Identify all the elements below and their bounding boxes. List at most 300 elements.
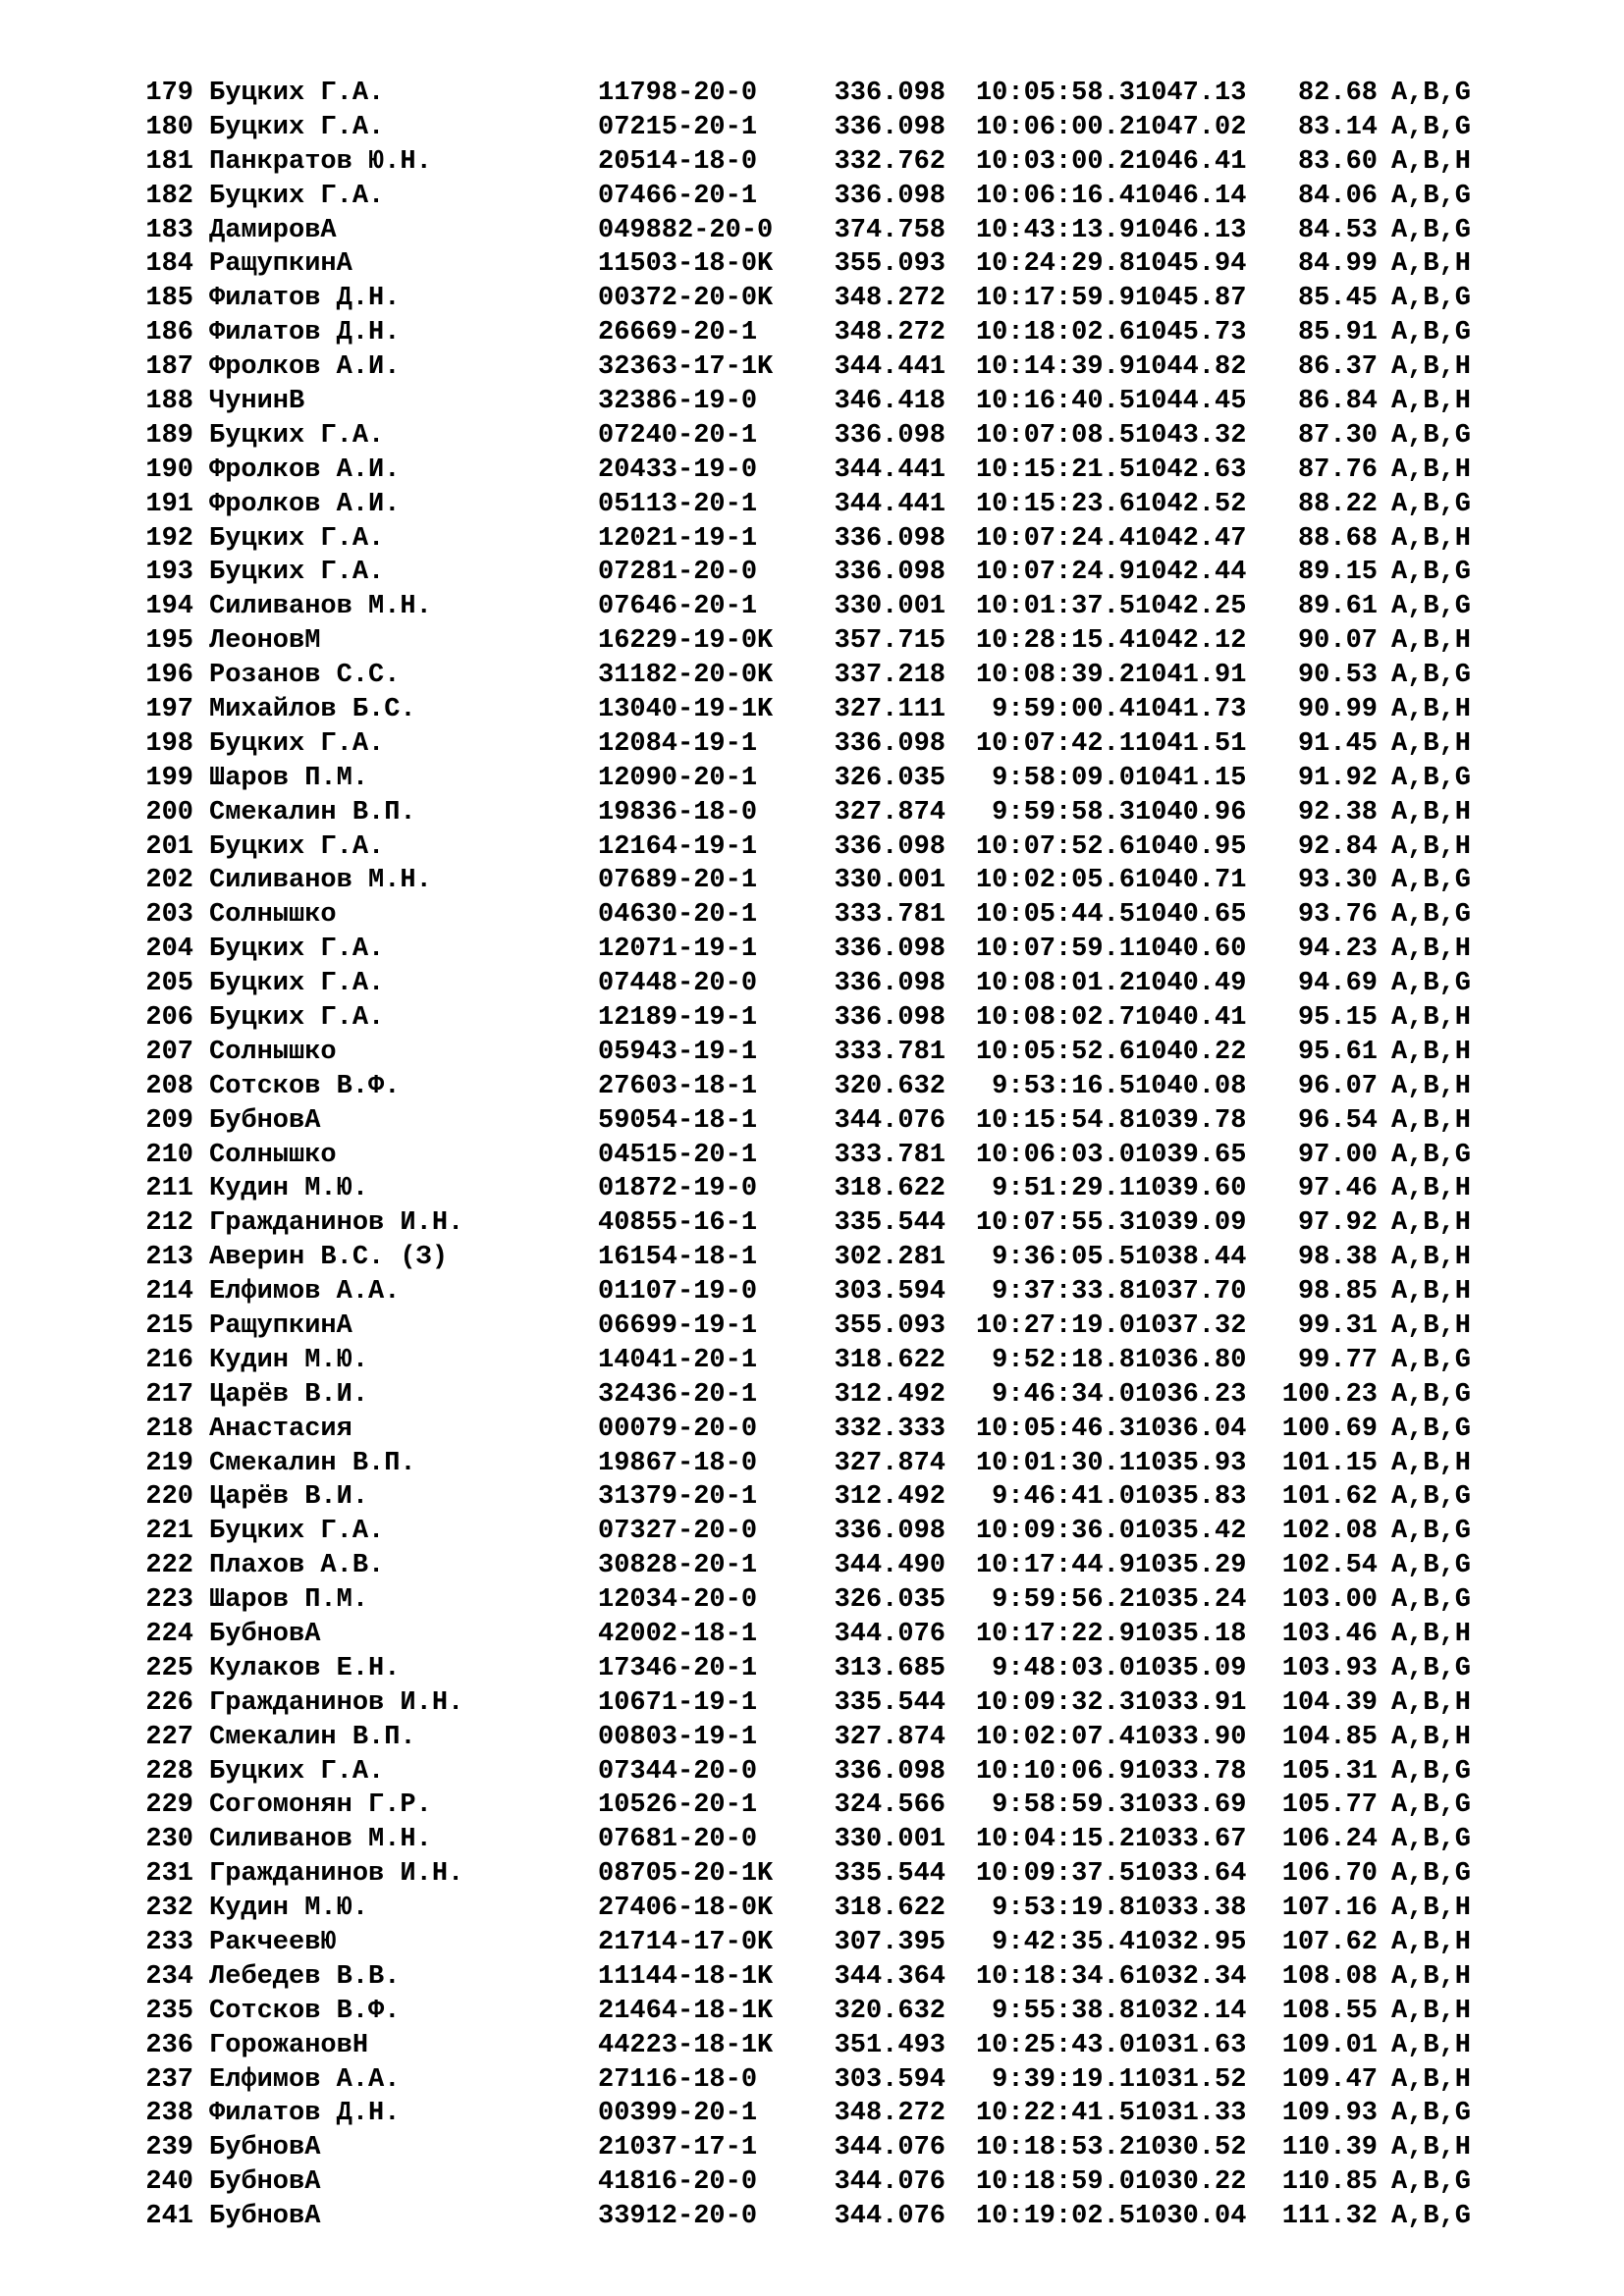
place-number-cell: 235 bbox=[145, 1996, 193, 2026]
ring-number-cell: 19836-18-0 bbox=[598, 797, 758, 828]
group-codes-cell: A,B,H bbox=[1391, 1448, 1472, 1478]
table-row bbox=[142, 1378, 1556, 1413]
speed-cell: 1039.09 bbox=[1135, 1208, 1247, 1239]
coefficient-cell: 90.53 bbox=[1297, 661, 1378, 691]
fancier-name-cell: ЧунинВ bbox=[209, 386, 305, 416]
place-number-cell: 229 bbox=[145, 1790, 193, 1821]
coefficient-cell: 102.08 bbox=[1281, 1517, 1378, 1547]
ring-number-cell: 17346-20-1 bbox=[598, 1653, 758, 1683]
fancier-name-cell: Филатов Д.Н. bbox=[209, 284, 401, 314]
ring-number-cell: 00372-20-0K bbox=[598, 284, 774, 314]
group-codes-cell: A,B,H bbox=[1391, 2064, 1472, 2095]
ring-number-cell: 07466-20-1 bbox=[598, 181, 758, 211]
ring-number-cell: 59054-18-1 bbox=[598, 1105, 758, 1136]
arrival-time-cell: 9:42:35.4 bbox=[992, 1928, 1135, 1958]
fancier-name-cell: Михайлов Б.С. bbox=[209, 694, 416, 724]
fancier-name-cell: Гражданинов И.Н. bbox=[209, 1687, 464, 1718]
arrival-time-cell: 9:46:34.0 bbox=[992, 1379, 1135, 1410]
coefficient-cell: 107.62 bbox=[1281, 1928, 1378, 1958]
speed-cell: 1038.44 bbox=[1135, 1243, 1247, 1273]
table-row bbox=[142, 830, 1556, 865]
table-row bbox=[142, 933, 1556, 967]
group-codes-cell: A,B,H bbox=[1391, 146, 1472, 177]
ring-number-cell: 21037-17-1 bbox=[598, 2133, 758, 2163]
table-row bbox=[142, 1721, 1556, 1755]
distance-cell: 357.715 bbox=[834, 626, 946, 657]
arrival-time-cell: 10:28:15.4 bbox=[975, 626, 1135, 657]
arrival-time-cell: 10:01:37.5 bbox=[975, 592, 1135, 622]
arrival-time-cell: 9:59:56.2 bbox=[992, 1585, 1135, 1616]
table-row bbox=[142, 864, 1556, 898]
coefficient-cell: 101.15 bbox=[1281, 1448, 1378, 1478]
ring-number-cell: 12090-20-1 bbox=[598, 763, 758, 793]
ring-number-cell: 13040-19-1K bbox=[598, 694, 774, 724]
table-row bbox=[142, 385, 1556, 419]
fancier-name-cell: РащупкинА bbox=[209, 1311, 352, 1341]
distance-cell: 355.093 bbox=[834, 249, 946, 280]
group-codes-cell: A,B,G bbox=[1391, 592, 1472, 622]
fancier-name-cell: Буцких Г.А. bbox=[209, 420, 385, 451]
fancier-name-cell: Силиванов М.Н. bbox=[209, 592, 432, 622]
fancier-name-cell: Аверин В.С. (З) bbox=[209, 1243, 449, 1273]
fancier-name-cell: Буцких Г.А. bbox=[209, 181, 385, 211]
place-number-cell: 239 bbox=[145, 2133, 193, 2163]
coefficient-cell: 109.47 bbox=[1281, 2064, 1378, 2095]
table-row bbox=[142, 1995, 1556, 2029]
ring-number-cell: 00079-20-0 bbox=[598, 1414, 758, 1444]
ring-number-cell: 12189-19-1 bbox=[598, 1002, 758, 1033]
arrival-time-cell: 10:22:41.5 bbox=[975, 2099, 1135, 2129]
fancier-name-cell: БубновА bbox=[209, 2167, 321, 2198]
speed-cell: 1042.52 bbox=[1135, 489, 1247, 519]
place-number-cell: 187 bbox=[145, 352, 193, 383]
coefficient-cell: 88.68 bbox=[1297, 523, 1378, 554]
place-number-cell: 215 bbox=[145, 1311, 193, 1341]
distance-cell: 336.098 bbox=[834, 969, 946, 999]
speed-cell: 1032.95 bbox=[1135, 1928, 1247, 1958]
fancier-name-cell: Солнышко bbox=[209, 1037, 337, 1067]
place-number-cell: 213 bbox=[145, 1243, 193, 1273]
distance-cell: 336.098 bbox=[834, 934, 946, 965]
table-row bbox=[142, 1892, 1556, 1926]
place-number-cell: 199 bbox=[145, 763, 193, 793]
arrival-time-cell: 10:08:01.2 bbox=[975, 969, 1135, 999]
group-codes-cell: A,B,H bbox=[1391, 728, 1472, 759]
group-codes-cell: A,B,H bbox=[1391, 1243, 1472, 1273]
speed-cell: 1042.12 bbox=[1135, 626, 1247, 657]
distance-cell: 351.493 bbox=[834, 2030, 946, 2060]
place-number-cell: 182 bbox=[145, 181, 193, 211]
distance-cell: 336.098 bbox=[834, 1517, 946, 1547]
ring-number-cell: 11798-20-0 bbox=[598, 78, 758, 108]
ring-number-cell: 04515-20-1 bbox=[598, 1140, 758, 1170]
place-number-cell: 224 bbox=[145, 1620, 193, 1650]
distance-cell: 348.272 bbox=[834, 318, 946, 348]
distance-cell: 336.098 bbox=[834, 112, 946, 142]
ring-number-cell: 14041-20-1 bbox=[598, 1345, 758, 1375]
group-codes-cell: A,B,H bbox=[1391, 2030, 1472, 2060]
coefficient-cell: 82.68 bbox=[1297, 78, 1378, 108]
arrival-time-cell: 10:08:02.7 bbox=[975, 1002, 1135, 1033]
group-codes-cell: A,B,G bbox=[1391, 1379, 1472, 1410]
speed-cell: 1035.18 bbox=[1135, 1620, 1247, 1650]
table-row bbox=[142, 796, 1556, 830]
speed-cell: 1039.60 bbox=[1135, 1174, 1247, 1204]
coefficient-cell: 86.84 bbox=[1297, 386, 1378, 416]
ring-number-cell: 12034-20-0 bbox=[598, 1585, 758, 1616]
arrival-time-cell: 10:02:05.6 bbox=[975, 866, 1135, 896]
speed-cell: 1035.24 bbox=[1135, 1585, 1247, 1616]
table-row bbox=[142, 111, 1556, 145]
group-codes-cell: A,B,G bbox=[1391, 1825, 1472, 1855]
speed-cell: 1039.78 bbox=[1135, 1105, 1247, 1136]
arrival-time-cell: 10:09:37.5 bbox=[975, 1859, 1135, 1890]
arrival-time-cell: 10:43:13.9 bbox=[975, 215, 1135, 245]
place-number-cell: 206 bbox=[145, 1002, 193, 1033]
group-codes-cell: A,B,G bbox=[1391, 1859, 1472, 1890]
distance-cell: 318.622 bbox=[834, 1894, 946, 1924]
distance-cell: 344.076 bbox=[834, 2133, 946, 2163]
ring-number-cell: 10526-20-1 bbox=[598, 1790, 758, 1821]
place-number-cell: 231 bbox=[145, 1859, 193, 1890]
table-row bbox=[142, 1618, 1556, 1652]
arrival-time-cell: 9:48:03.0 bbox=[992, 1653, 1135, 1683]
distance-cell: 336.098 bbox=[834, 558, 946, 588]
coefficient-cell: 99.77 bbox=[1297, 1345, 1378, 1375]
table-row bbox=[142, 1481, 1556, 1516]
coefficient-cell: 85.45 bbox=[1297, 284, 1378, 314]
distance-cell: 344.076 bbox=[834, 2202, 946, 2232]
place-number-cell: 233 bbox=[145, 1928, 193, 1958]
arrival-time-cell: 10:14:39.9 bbox=[975, 352, 1135, 383]
distance-cell: 344.076 bbox=[834, 1620, 946, 1650]
distance-cell: 312.492 bbox=[834, 1482, 946, 1513]
group-codes-cell: A,B,H bbox=[1391, 831, 1472, 862]
arrival-time-cell: 10:27:19.0 bbox=[975, 1311, 1135, 1341]
arrival-time-cell: 10:15:23.6 bbox=[975, 489, 1135, 519]
table-row bbox=[142, 1789, 1556, 1824]
ring-number-cell: 27116-18-0 bbox=[598, 2064, 758, 2095]
table-row bbox=[142, 967, 1556, 1001]
speed-cell: 1033.67 bbox=[1135, 1825, 1247, 1855]
arrival-time-cell: 10:05:58.3 bbox=[975, 78, 1135, 108]
speed-cell: 1031.52 bbox=[1135, 2064, 1247, 2095]
coefficient-cell: 93.76 bbox=[1297, 900, 1378, 931]
fancier-name-cell: Буцких Г.А. bbox=[209, 1756, 385, 1787]
arrival-time-cell: 10:08:39.2 bbox=[975, 661, 1135, 691]
speed-cell: 1030.52 bbox=[1135, 2133, 1247, 2163]
speed-cell: 1033.69 bbox=[1135, 1790, 1247, 1821]
place-number-cell: 193 bbox=[145, 558, 193, 588]
arrival-time-cell: 10:07:24.9 bbox=[975, 558, 1135, 588]
ring-number-cell: 31182-20-0K bbox=[598, 661, 774, 691]
table-row bbox=[142, 1549, 1556, 1583]
ring-number-cell: 30828-20-1 bbox=[598, 1551, 758, 1581]
speed-cell: 1036.04 bbox=[1135, 1414, 1247, 1444]
ring-number-cell: 16154-18-1 bbox=[598, 1243, 758, 1273]
place-number-cell: 236 bbox=[145, 2030, 193, 2060]
distance-cell: 312.492 bbox=[834, 1379, 946, 1410]
coefficient-cell: 89.15 bbox=[1297, 558, 1378, 588]
ring-number-cell: 16229-19-0K bbox=[598, 626, 774, 657]
group-codes-cell: A,B,G bbox=[1391, 866, 1472, 896]
fancier-name-cell: Шаров П.М. bbox=[209, 763, 369, 793]
speed-cell: 1033.90 bbox=[1135, 1722, 1247, 1752]
arrival-time-cell: 10:18:53.2 bbox=[975, 2133, 1135, 2163]
fancier-name-cell: Анастасия bbox=[209, 1414, 352, 1444]
fancier-name-cell: Буцких Г.А. bbox=[209, 523, 385, 554]
distance-cell: 344.441 bbox=[834, 489, 946, 519]
ring-number-cell: 07281-20-0 bbox=[598, 558, 758, 588]
group-codes-cell: A,B,H bbox=[1391, 1928, 1472, 1958]
arrival-time-cell: 10:06:16.4 bbox=[975, 181, 1135, 211]
arrival-time-cell: 9:46:41.0 bbox=[992, 1482, 1135, 1513]
distance-cell: 344.076 bbox=[834, 1105, 946, 1136]
group-codes-cell: A,B,H bbox=[1391, 934, 1472, 965]
distance-cell: 344.364 bbox=[834, 1961, 946, 1992]
arrival-time-cell: 10:05:44.5 bbox=[975, 900, 1135, 931]
distance-cell: 302.281 bbox=[834, 1243, 946, 1273]
fancier-name-cell: Шаров П.М. bbox=[209, 1585, 369, 1616]
fancier-name-cell: Буцких Г.А. bbox=[209, 1002, 385, 1033]
distance-cell: 303.594 bbox=[834, 1277, 946, 1308]
table-row bbox=[142, 693, 1556, 727]
arrival-time-cell: 9:58:09.0 bbox=[992, 763, 1135, 793]
arrival-time-cell: 10:07:24.4 bbox=[975, 523, 1135, 554]
fancier-name-cell: Силиванов М.Н. bbox=[209, 1825, 432, 1855]
distance-cell: 333.781 bbox=[834, 1140, 946, 1170]
coefficient-cell: 87.30 bbox=[1297, 420, 1378, 451]
arrival-time-cell: 10:07:42.1 bbox=[975, 728, 1135, 759]
table-row bbox=[142, 214, 1556, 248]
table-row bbox=[142, 488, 1556, 522]
fancier-name-cell: Филатов Д.Н. bbox=[209, 318, 401, 348]
table-row bbox=[142, 2098, 1556, 2132]
ring-number-cell: 21464-18-1K bbox=[598, 1996, 774, 2026]
fancier-name-cell: Розанов С.С. bbox=[209, 661, 401, 691]
fancier-name-cell: Царёв В.И. bbox=[209, 1379, 369, 1410]
coefficient-cell: 96.54 bbox=[1297, 1105, 1378, 1136]
arrival-time-cell: 10:17:44.9 bbox=[975, 1551, 1135, 1581]
group-codes-cell: A,B,H bbox=[1391, 797, 1472, 828]
ring-number-cell: 21714-17-0K bbox=[598, 1928, 774, 1958]
distance-cell: 320.632 bbox=[834, 1996, 946, 2026]
fancier-name-cell: Буцких Г.А. bbox=[209, 728, 385, 759]
speed-cell: 1045.73 bbox=[1135, 318, 1247, 348]
table-row bbox=[142, 1926, 1556, 1960]
place-number-cell: 197 bbox=[145, 694, 193, 724]
speed-cell: 1031.33 bbox=[1135, 2099, 1247, 2129]
table-row bbox=[142, 1413, 1556, 1447]
coefficient-cell: 96.07 bbox=[1297, 1071, 1378, 1101]
distance-cell: 332.762 bbox=[834, 146, 946, 177]
arrival-time-cell: 9:59:00.4 bbox=[992, 694, 1135, 724]
arrival-time-cell: 10:07:08.5 bbox=[975, 420, 1135, 451]
fancier-name-cell: Буцких Г.А. bbox=[209, 558, 385, 588]
group-codes-cell: A,B,G bbox=[1391, 489, 1472, 519]
place-number-cell: 200 bbox=[145, 797, 193, 828]
ring-number-cell: 32363-17-1K bbox=[598, 352, 774, 383]
table-row bbox=[142, 1173, 1556, 1207]
speed-cell: 1041.51 bbox=[1135, 728, 1247, 759]
coefficient-cell: 92.38 bbox=[1297, 797, 1378, 828]
arrival-time-cell: 10:06:00.2 bbox=[975, 112, 1135, 142]
table-row bbox=[142, 1241, 1556, 1275]
table-row bbox=[142, 1036, 1556, 1070]
place-number-cell: 208 bbox=[145, 1071, 193, 1101]
coefficient-cell: 103.93 bbox=[1281, 1653, 1378, 1683]
group-codes-cell: A,B,H bbox=[1391, 523, 1472, 554]
fancier-name-cell: Елфимов А.А. bbox=[209, 1277, 401, 1308]
table-row bbox=[142, 145, 1556, 180]
speed-cell: 1047.13 bbox=[1135, 78, 1247, 108]
arrival-time-cell: 10:25:43.0 bbox=[975, 2030, 1135, 2060]
fancier-name-cell: Согомонян Г.Р. bbox=[209, 1790, 432, 1821]
distance-cell: 327.874 bbox=[834, 1722, 946, 1752]
speed-cell: 1035.09 bbox=[1135, 1653, 1247, 1683]
group-codes-cell: A,B,G bbox=[1391, 1585, 1472, 1616]
arrival-time-cell: 9:52:18.8 bbox=[992, 1345, 1135, 1375]
distance-cell: 344.441 bbox=[834, 352, 946, 383]
fancier-name-cell: Смекалин В.П. bbox=[209, 797, 416, 828]
speed-cell: 1033.91 bbox=[1135, 1687, 1247, 1718]
distance-cell: 336.098 bbox=[834, 523, 946, 554]
arrival-time-cell: 10:05:46.3 bbox=[975, 1414, 1135, 1444]
coefficient-cell: 89.61 bbox=[1297, 592, 1378, 622]
coefficient-cell: 109.93 bbox=[1281, 2099, 1378, 2129]
distance-cell: 307.395 bbox=[834, 1928, 946, 1958]
distance-cell: 333.781 bbox=[834, 1037, 946, 1067]
distance-cell: 333.781 bbox=[834, 900, 946, 931]
coefficient-cell: 103.46 bbox=[1281, 1620, 1378, 1650]
distance-cell: 327.111 bbox=[834, 694, 946, 724]
speed-cell: 1035.93 bbox=[1135, 1448, 1247, 1478]
distance-cell: 346.418 bbox=[834, 386, 946, 416]
place-number-cell: 202 bbox=[145, 866, 193, 896]
coefficient-cell: 104.39 bbox=[1281, 1687, 1378, 1718]
ring-number-cell: 06699-19-1 bbox=[598, 1311, 758, 1341]
group-codes-cell: A,B,G bbox=[1391, 1551, 1472, 1581]
coefficient-cell: 97.46 bbox=[1297, 1174, 1378, 1204]
table-row bbox=[142, 2029, 1556, 2063]
distance-cell: 326.035 bbox=[834, 763, 946, 793]
group-codes-cell: A,B,G bbox=[1391, 1653, 1472, 1683]
group-codes-cell: A,B,H bbox=[1391, 1894, 1472, 1924]
place-number-cell: 189 bbox=[145, 420, 193, 451]
speed-cell: 1036.80 bbox=[1135, 1345, 1247, 1375]
distance-cell: 355.093 bbox=[834, 1311, 946, 1341]
table-row bbox=[142, 727, 1556, 762]
place-number-cell: 240 bbox=[145, 2167, 193, 2198]
distance-cell: 336.098 bbox=[834, 1756, 946, 1787]
table-row bbox=[142, 2200, 1556, 2234]
speed-cell: 1031.63 bbox=[1135, 2030, 1247, 2060]
coefficient-cell: 90.99 bbox=[1297, 694, 1378, 724]
fancier-name-cell: БубновА bbox=[209, 2202, 321, 2232]
coefficient-cell: 92.84 bbox=[1297, 831, 1378, 862]
ring-number-cell: 41816-20-0 bbox=[598, 2167, 758, 2198]
fancier-name-cell: Сотсков В.Ф. bbox=[209, 1071, 401, 1101]
arrival-time-cell: 9:53:19.8 bbox=[992, 1894, 1135, 1924]
coefficient-cell: 102.54 bbox=[1281, 1551, 1378, 1581]
group-codes-cell: A,B,G bbox=[1391, 318, 1472, 348]
ring-number-cell: 07215-20-1 bbox=[598, 112, 758, 142]
group-codes-cell: A,B,H bbox=[1391, 1037, 1472, 1067]
speed-cell: 1030.04 bbox=[1135, 2202, 1247, 2232]
place-number-cell: 184 bbox=[145, 249, 193, 280]
place-number-cell: 209 bbox=[145, 1105, 193, 1136]
group-codes-cell: A,B,H bbox=[1391, 1311, 1472, 1341]
fancier-name-cell: Буцких Г.А. bbox=[209, 78, 385, 108]
group-codes-cell: A,B,H bbox=[1391, 2133, 1472, 2163]
speed-cell: 1037.70 bbox=[1135, 1277, 1247, 1308]
arrival-time-cell: 10:06:03.0 bbox=[975, 1140, 1135, 1170]
place-number-cell: 222 bbox=[145, 1551, 193, 1581]
speed-cell: 1037.32 bbox=[1135, 1311, 1247, 1341]
fancier-name-cell: Сотсков В.Ф. bbox=[209, 1996, 401, 2026]
table-row bbox=[142, 1515, 1556, 1549]
coefficient-cell: 91.92 bbox=[1297, 763, 1378, 793]
table-row bbox=[142, 1686, 1556, 1721]
arrival-time-cell: 9:37:33.8 bbox=[992, 1277, 1135, 1308]
table-row bbox=[142, 419, 1556, 454]
distance-cell: 327.874 bbox=[834, 797, 946, 828]
distance-cell: 318.622 bbox=[834, 1345, 946, 1375]
speed-cell: 1035.83 bbox=[1135, 1482, 1247, 1513]
distance-cell: 336.098 bbox=[834, 181, 946, 211]
speed-cell: 1033.78 bbox=[1135, 1756, 1247, 1787]
table-row bbox=[142, 316, 1556, 350]
table-row bbox=[142, 762, 1556, 796]
ring-number-cell: 27603-18-1 bbox=[598, 1071, 758, 1101]
fancier-name-cell: Царёв В.И. bbox=[209, 1482, 369, 1513]
arrival-time-cell: 10:02:07.4 bbox=[975, 1722, 1135, 1752]
place-number-cell: 217 bbox=[145, 1379, 193, 1410]
group-codes-cell: A,B,G bbox=[1391, 2099, 1472, 2129]
table-row bbox=[142, 282, 1556, 316]
ring-number-cell: 12071-19-1 bbox=[598, 934, 758, 965]
place-number-cell: 188 bbox=[145, 386, 193, 416]
place-number-cell: 190 bbox=[145, 454, 193, 485]
table-row bbox=[142, 1652, 1556, 1686]
place-number-cell: 227 bbox=[145, 1722, 193, 1752]
speed-cell: 1042.44 bbox=[1135, 558, 1247, 588]
arrival-time-cell: 10:18:34.6 bbox=[975, 1961, 1135, 1992]
coefficient-cell: 101.62 bbox=[1281, 1482, 1378, 1513]
group-codes-cell: A,B,H bbox=[1391, 1174, 1472, 1204]
speed-cell: 1040.22 bbox=[1135, 1037, 1247, 1067]
place-number-cell: 230 bbox=[145, 1825, 193, 1855]
group-codes-cell: A,B,G bbox=[1391, 2167, 1472, 2198]
ring-number-cell: 44223-18-1K bbox=[598, 2030, 774, 2060]
distance-cell: 336.098 bbox=[834, 831, 946, 862]
arrival-time-cell: 10:09:36.0 bbox=[975, 1517, 1135, 1547]
speed-cell: 1033.64 bbox=[1135, 1859, 1247, 1890]
speed-cell: 1032.34 bbox=[1135, 1961, 1247, 1992]
coefficient-cell: 85.91 bbox=[1297, 318, 1378, 348]
ring-number-cell: 11144-18-1K bbox=[598, 1961, 774, 1992]
speed-cell: 1046.41 bbox=[1135, 146, 1247, 177]
arrival-time-cell: 10:16:40.5 bbox=[975, 386, 1135, 416]
fancier-name-cell: Фролков А.И. bbox=[209, 454, 401, 485]
speed-cell: 1041.15 bbox=[1135, 763, 1247, 793]
distance-cell: 335.544 bbox=[834, 1859, 946, 1890]
speed-cell: 1046.13 bbox=[1135, 215, 1247, 245]
place-number-cell: 195 bbox=[145, 626, 193, 657]
distance-cell: 320.632 bbox=[834, 1071, 946, 1101]
group-codes-cell: A,B,G bbox=[1391, 558, 1472, 588]
ring-number-cell: 07344-20-0 bbox=[598, 1756, 758, 1787]
